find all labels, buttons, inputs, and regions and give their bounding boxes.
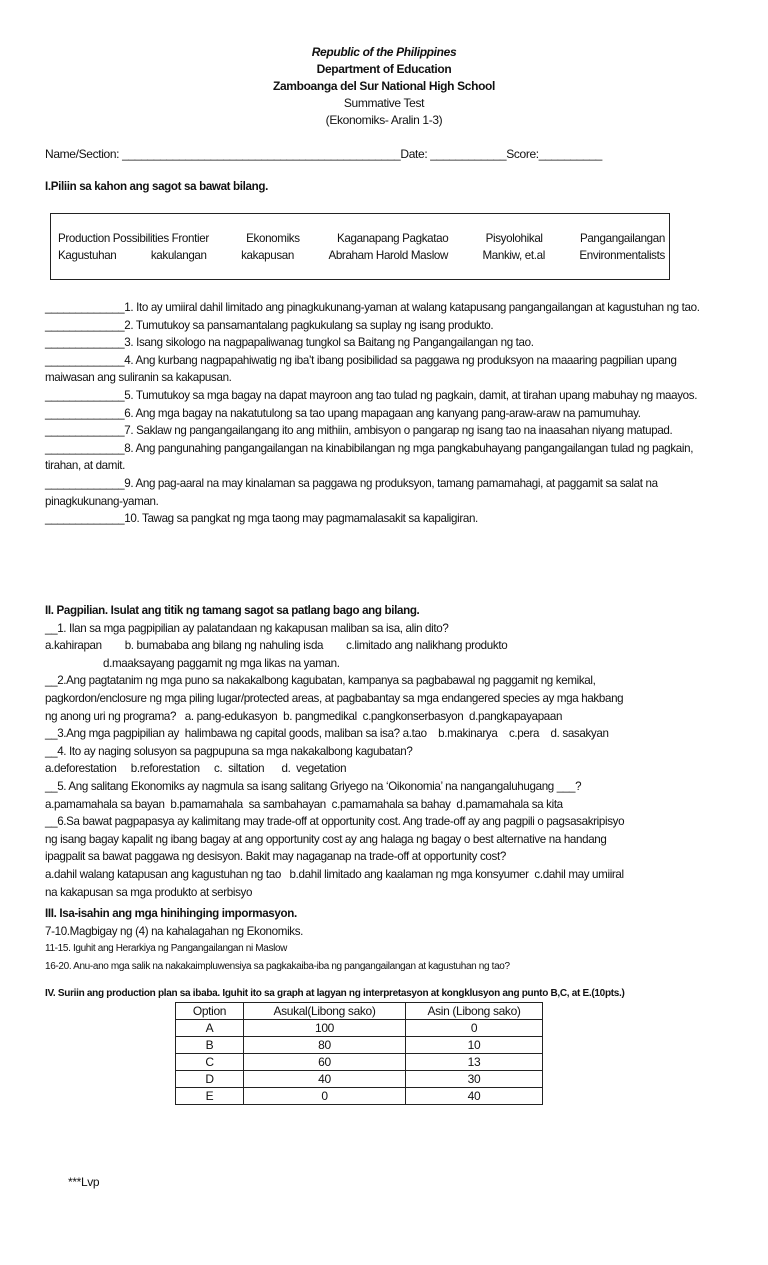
table-header-row	[176, 1003, 543, 1020]
cell: 0	[244, 1088, 406, 1105]
choice: kakulangan	[150, 249, 207, 262]
line: ng isang bagay kapalit ng ibang bagay at ang opportunity cost ay ang halaga ng bagay o best alternative na handang	[45, 832, 607, 846]
test-title: Summative Test	[343, 96, 425, 110]
table-row	[176, 1020, 543, 1037]
cell: 80	[244, 1037, 406, 1054]
line: ng anong uri ng programa? a. pang-edukasyon b. pangmedikal c.pangkonserbasyon d.pangkapayapaan	[45, 709, 563, 723]
table-row	[176, 1088, 543, 1105]
cell: B	[176, 1037, 244, 1054]
line: na kakapusan sa mga produkto at serbisyo	[45, 885, 253, 899]
line: 11-15. Iguhit ang Herarkiya ng Pangangailangan ni Maslow	[45, 943, 288, 955]
question-item: _____________8. Ang pangunahing pangangailangan na kinabibilangan ng mga pangkabuhayang pangangailangan tulad ng pagkain, tirahan, at damit.	[45, 441, 694, 473]
cell: 10	[406, 1037, 543, 1054]
line: __1. Ilan sa mga pagpipilian ay palatandaan ng kakapusan maliban sa isa, alin dito?	[45, 621, 449, 635]
choice: Abraham Harold Maslow	[328, 249, 449, 262]
header-cell: Asin (Libong sako)	[406, 1003, 543, 1020]
cell: 40	[244, 1071, 406, 1088]
choice: Kaganapang Pagkatao	[337, 232, 449, 245]
question-item: _____________1. Ito ay umiiral dahil limitado ang pinagkukunang-yaman at walang katapusang pangangailangan at kagustuhan ng tao.	[45, 301, 700, 314]
section2-title: II. Pagpilian. Isulat ang titik ng tamang sagot sa patlang bago ang bilang.	[45, 604, 420, 617]
question-item: _____________5. Tumutukoy sa mga bagay na dapat mayroon ang tao tulad ng pagkain, damit, at tirahan upang mabuhay ng maayos.	[45, 388, 698, 402]
section3	[45, 905, 725, 975]
line: a.kahirapan b. bumababa ang bilang ng nahuling isda c.limitado ang nalikhang produkto	[45, 639, 508, 653]
section2	[45, 602, 725, 901]
line: a.deforestation b.reforestation c. siltation d. vegetation	[45, 762, 347, 776]
line: 7-10.Magbigay ng (4) na kahalagahan ng Ekonomiks.	[45, 924, 304, 938]
header-cell: Asukal(Libong sako)	[244, 1003, 406, 1020]
choices-row-2	[58, 249, 665, 262]
header-cell: Option	[176, 1003, 244, 1020]
choice: Ekonomiks	[246, 232, 300, 245]
school-line: Zamboanga del Sur National High School	[272, 79, 496, 93]
question-item: _____________4. Ang kurbang nagpapahiwatig ng iba’t ibang posibilidad sa paggawa ng produksyon na maaaring pagpilian upang maiwasan ang suliranin sa kakapusan.	[45, 353, 677, 385]
table-row	[176, 1071, 543, 1088]
section1-title: I.Piliin sa kahon ang sagot sa bawat bilang.	[45, 180, 268, 193]
choice: kakapusan	[241, 249, 295, 262]
department-line: Department of Education	[316, 62, 452, 76]
question-item: _____________6. Ang mga bagay na nakatutulong sa tao upang mapagaan ang kanyang pang-araw-araw na pamumuhay.	[45, 406, 641, 420]
question-item: _____________7. Saklaw ng pangangailangang ito ang mithiin, ambisyon o pangarap ng isang tao na inaasahan niyang matupad.	[45, 424, 673, 438]
section3-title: III. Isa-isahin ang mga hinihinging impormasyon.	[45, 907, 297, 920]
question-item: _____________3. Isang sikologo na nagpapaliwanag tungkol sa Baitang ng Pangangailangan ng tao.	[45, 336, 534, 350]
line: d.maaksayang paggamit ng mga likas na yaman.	[103, 656, 340, 670]
cell: E	[176, 1088, 244, 1105]
cell: 100	[244, 1020, 406, 1037]
table-row	[176, 1037, 543, 1054]
choice: Mankiw, et.al	[482, 249, 545, 262]
choices-box	[50, 213, 670, 280]
line: pagkordon/enclosure ng mga piling lugar/protected areas, at pagbabantay sa mga endangered species ay mga hakbang	[45, 691, 624, 705]
section4-title: IV. Suriin ang production plan sa ibaba. Iguhit ito sa graph at lagyan ng interpretasyon at kongklusyon ang punto B,C, at E.(10pts.)	[45, 988, 625, 999]
question-item: _____________9. Ang pag-aaral na may kinalaman sa paggawa ng produksyon, tamang pamamahagi, at paggamit sa salat na pinagkukunang-yaman.	[45, 476, 658, 508]
subject-line: (Ekonomiks- Aralin 1-3)	[325, 113, 443, 127]
line: ipagpalit sa bawat paggawa ng desisyon. Bakit may nagaganap na trade-off at opportunity cost?	[45, 850, 506, 864]
question-item: _____________2. Tumutukoy sa pansamantalang pagkukulang sa suplay ng isang produkto.	[45, 318, 494, 332]
line: __3.Ang mga pagpipilian ay halimbawa ng capital goods, maliban sa isa? a.tao b.makinarya c.pera d. sasakyan	[45, 727, 609, 741]
table-row	[176, 1054, 543, 1071]
choice: Production Possibilities Frontier	[58, 232, 209, 245]
footer-initials: ***Lvp	[68, 1175, 100, 1189]
line: __4. Ito ay naging solusyon sa pagpupuna sa mga nakakalbong kagubatan?	[45, 744, 413, 758]
line: a.pamamahala sa bayan b.pamamahala sa sambahayan c.pamamahala sa bahay d.pamamahala sa kita	[45, 797, 563, 811]
choice: Environmentalists	[579, 249, 665, 262]
cell: D	[176, 1071, 244, 1088]
choices-row-1	[58, 232, 665, 245]
production-table	[175, 1002, 543, 1105]
cell: 30	[406, 1071, 543, 1088]
choice: Pangangailangan	[579, 232, 665, 245]
question-item: _____________10. Tawag sa pangkat ng mga taong may pagmamalasakit sa kapaligiran.	[45, 512, 478, 526]
cell: 13	[406, 1054, 543, 1071]
choice: Pisyolohikal	[485, 232, 543, 245]
line: __5. Ang salitang Ekonomiks ay nagmula sa isang salitang Griyego na ‘Oikonomia’ na nangangaluhugang ___?	[45, 779, 582, 793]
cell: A	[176, 1020, 244, 1037]
cell: 0	[406, 1020, 543, 1037]
line: __6.Sa bawat pagpapasya ay kalimitang may trade-off at opportunity cost. Ang trade-off ay ang pagpili o pagsasakripisyo	[45, 815, 625, 829]
section1-items	[45, 299, 725, 528]
line: a.dahil walang katapusan ang kagustuhan ng tao b.dahil limitado ang kaalaman ng mga konsyumer c.dahil may umiiral	[45, 867, 624, 881]
name-section-line: Name/Section: ____________________________________________Date: ____________Score:__________	[45, 147, 603, 161]
cell: 40	[406, 1088, 543, 1105]
cell: C	[176, 1054, 244, 1071]
line: __2.Ang pagtatanim ng mga puno sa nakakalbong kagubatan, kampanya sa pagbabawal ng paggamit ng kemikal,	[45, 674, 596, 688]
line: 16-20. Anu-ano mga salik na nakakaimpluwensiya sa pagkakaiba-iba ng pangangailangan at kagustuhan ng tao?	[45, 960, 510, 972]
cell: 60	[244, 1054, 406, 1071]
choice: Kagustuhan	[58, 249, 117, 262]
republic-line: Republic of the Philippines	[311, 45, 457, 59]
